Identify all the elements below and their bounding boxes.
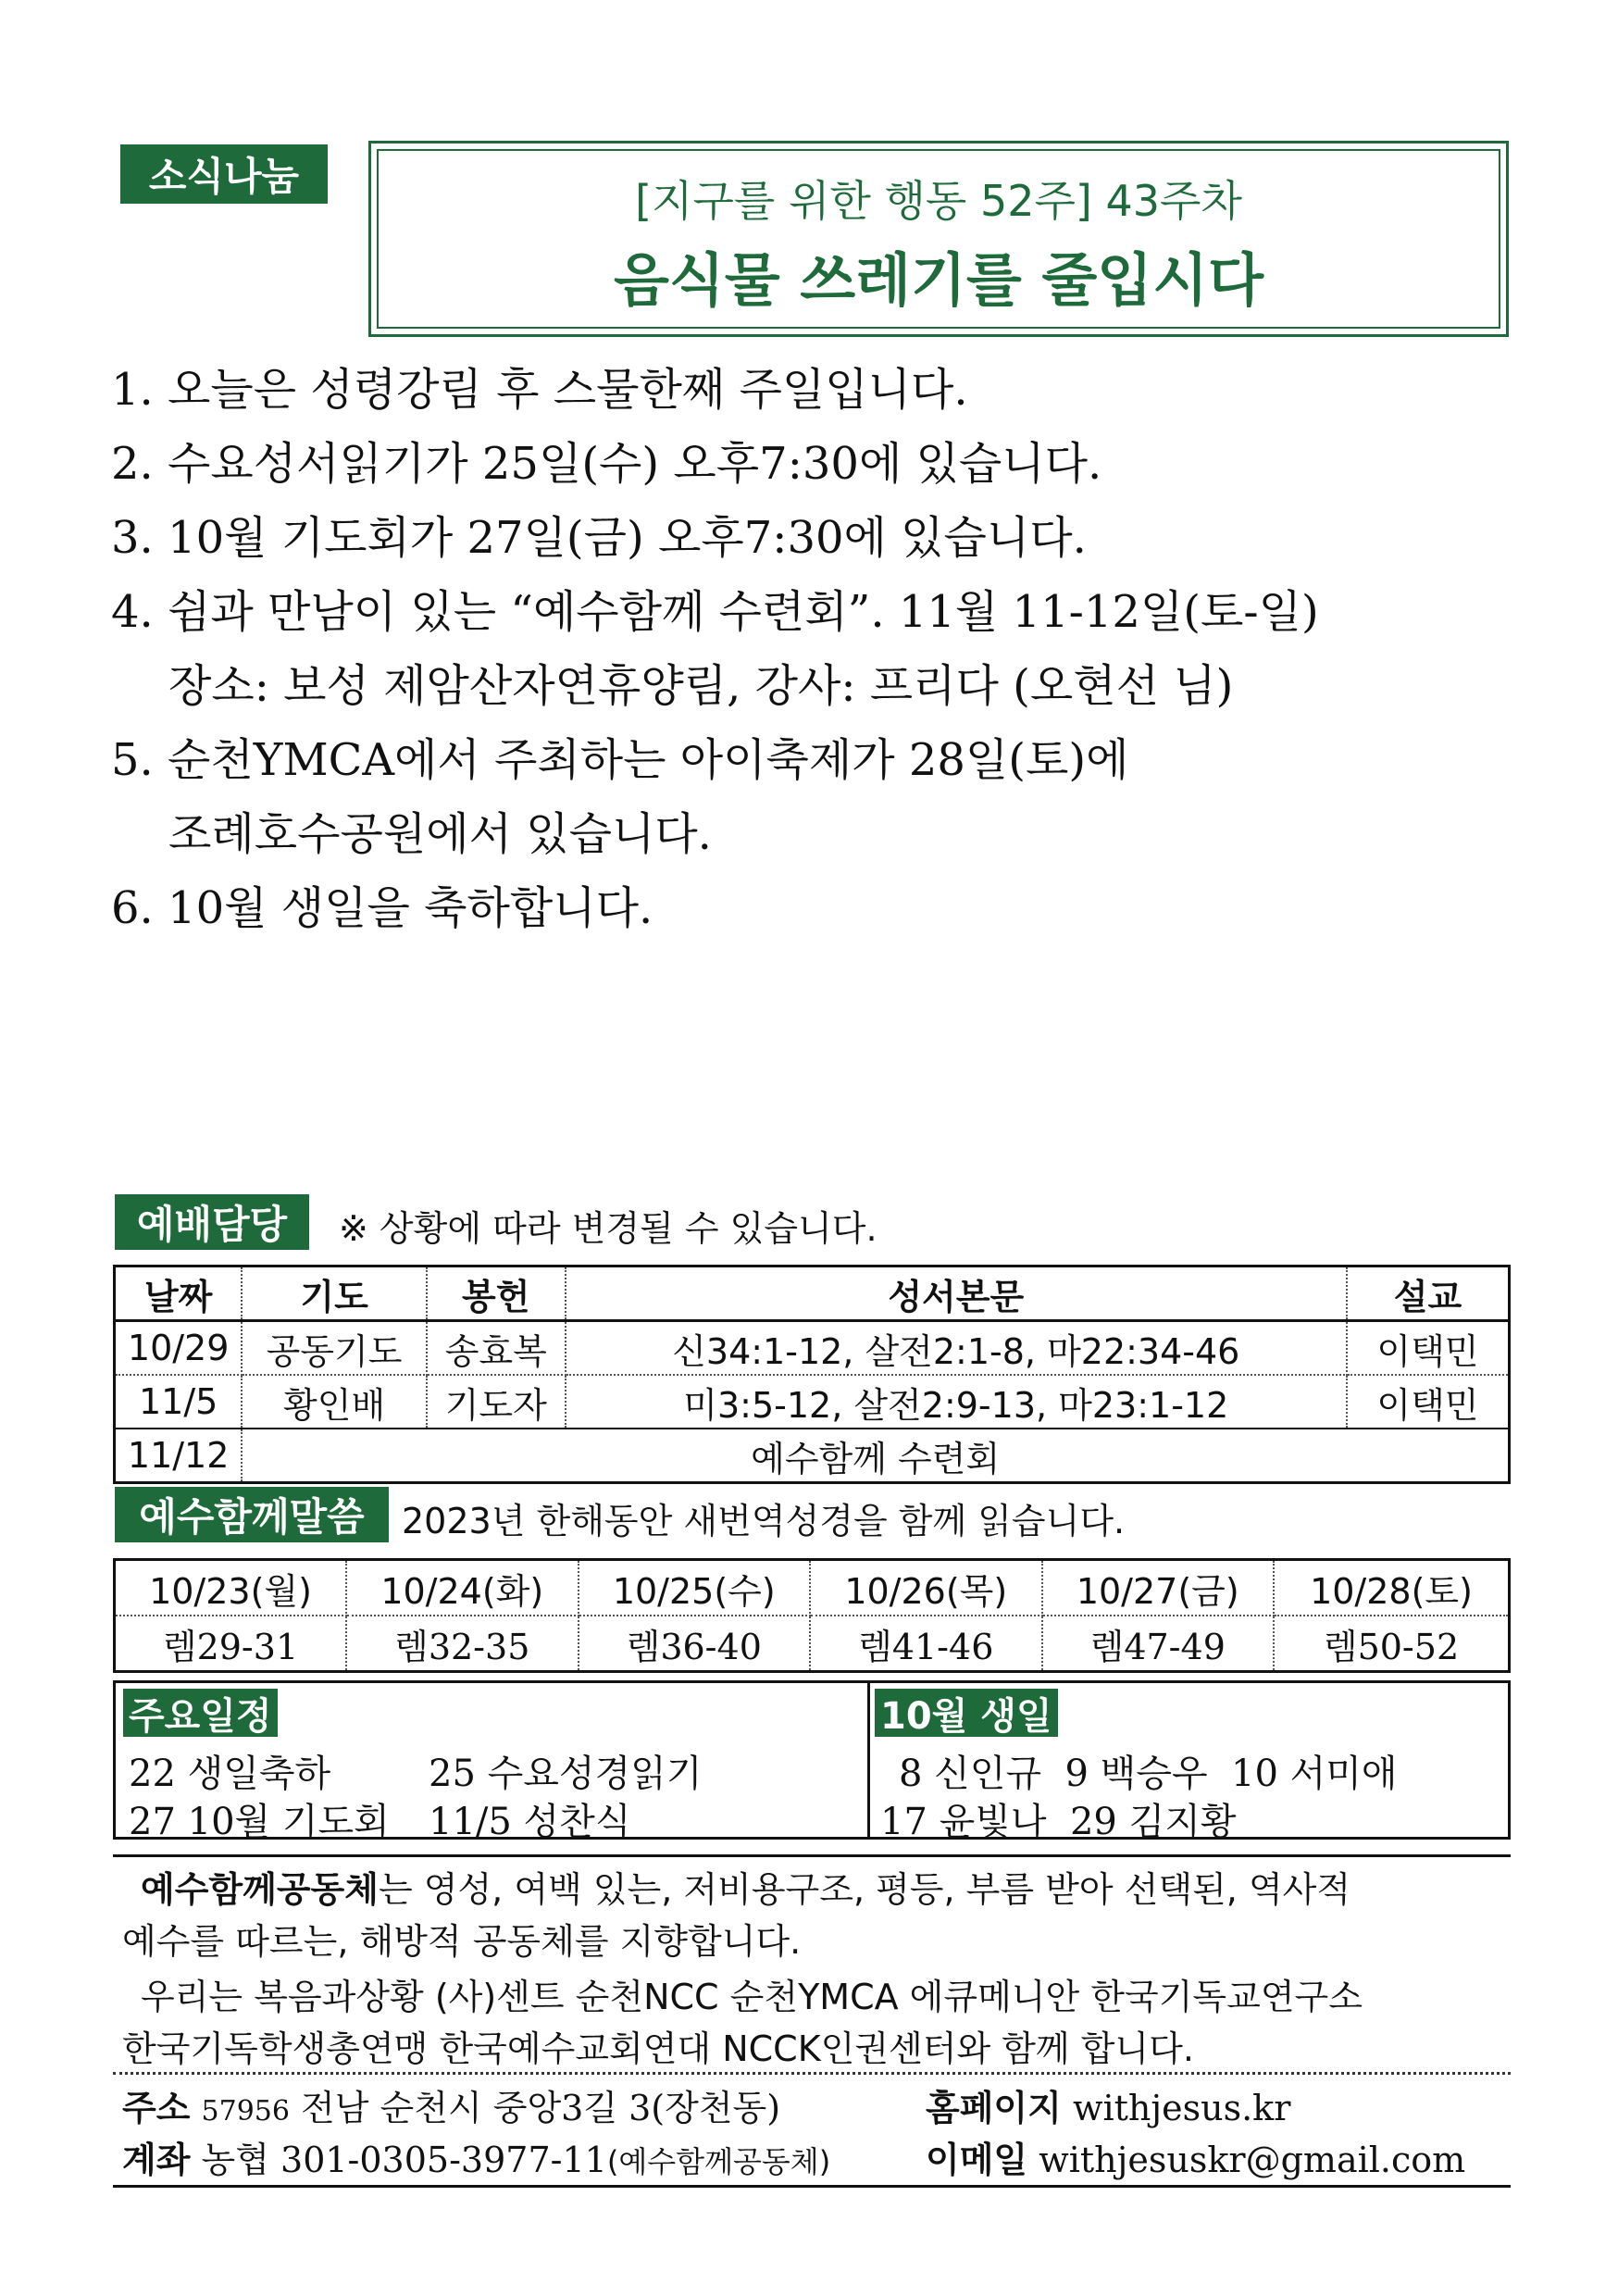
- schedule-item: 25 수요성경읽기: [429, 1753, 703, 1795]
- reading-date: 10/27(금): [1042, 1560, 1275, 1616]
- address-label: 주소: [122, 2088, 191, 2128]
- reading-date: 10/23(월): [115, 1560, 347, 1616]
- homepage-link[interactable]: withjesus.kr: [1072, 2088, 1291, 2128]
- schedule-birthday-box: [113, 1680, 1511, 1843]
- partners-line-1: 우리는 복음과상황 (사)센트 순천NCC 순천YMCA 에큐메니안 한국기독교연구소: [141, 1977, 1363, 2017]
- campaign-title: 음식물 쓰레기를 줄입시다: [614, 246, 1263, 314]
- homepage-line: [926, 2079, 1290, 2130]
- address-value: 전남 순천시 중앙3길 3(장천동): [301, 2088, 781, 2128]
- email-link[interactable]: withjesuskr@gmail.com: [1039, 2140, 1466, 2180]
- account-holder: (예수함께공동체): [606, 2144, 831, 2179]
- header-offering: 봉헌: [427, 1267, 566, 1321]
- schedule-item: 11/5 성찬식: [429, 1801, 631, 1843]
- address-line: [122, 2079, 780, 2130]
- reading-passage: 렘50-52: [1323, 1626, 1460, 1667]
- table-row: [115, 1375, 1510, 1429]
- row-sermon: 이택민: [1347, 1321, 1510, 1376]
- row-date: 10/29: [115, 1321, 243, 1376]
- reading-note: 2023년 한해동안 새번역성경을 함께 읽습니다.: [402, 1501, 1126, 1541]
- title-box: [368, 141, 1509, 337]
- birthday-list-2: 17 윤빛나 29 김지황: [880, 1801, 1237, 1843]
- table-row: [115, 1429, 1510, 1483]
- row-scripture: 신34:1-12, 살전2:1-8, 마22:34-46: [566, 1321, 1347, 1376]
- reading-passage: 렘41-46: [810, 1616, 1042, 1672]
- worship-note: ※ 상황에 따라 변경될 수 있습니다.: [339, 1208, 877, 1249]
- community-statement-line-2: 예수를 따르는, 해방적 공동체를 지향합니다.: [122, 1921, 802, 1962]
- news-item-5-cont: 조례호수공원에서 있습니다.: [168, 808, 712, 860]
- reading-date: 10/26(목): [810, 1560, 1042, 1616]
- row-sermon: 이택민: [1376, 1384, 1479, 1426]
- news-item-3: 3. 10월 기도회가 27일(금) 오후7:30에 있습니다.: [111, 512, 1087, 564]
- table-header-row: [115, 1267, 1510, 1321]
- row-offering: 기도자: [427, 1375, 566, 1429]
- row-prayer: 황인배: [242, 1375, 427, 1429]
- account-value: 농협 301-0305-3977-11: [201, 2140, 607, 2180]
- reading-date: 10/28(토): [1274, 1560, 1510, 1616]
- reading-passage: 렘36-40: [579, 1616, 811, 1672]
- news-item-6: 6. 10월 생일을 축하합니다.: [111, 882, 653, 934]
- header-prayer: 기도: [242, 1267, 427, 1321]
- partners-line-2: 한국기독학생총연맹 한국예수교회연대 NCCK인권센터와 함께 합니다.: [122, 2028, 1194, 2069]
- account-line: [122, 2131, 830, 2182]
- worship-table: [113, 1265, 1511, 1484]
- reading-passage: 렘32-35: [346, 1616, 579, 1672]
- row-date: 11/5: [115, 1375, 243, 1429]
- row-offering: 송효복: [427, 1321, 566, 1376]
- email-label: 이메일: [926, 2140, 1028, 2180]
- header-sermon: 설교: [1347, 1267, 1510, 1321]
- community-statement-line-1: 예수함께공동체는 영성, 여백 있는, 저비용구조, 평등, 부름 받아 선택된, 역사적: [141, 1869, 1351, 1910]
- reading-section-tag: 예수함께말씀: [115, 1487, 389, 1542]
- reading-date: 10/25(수): [579, 1560, 811, 1616]
- news-item-2: 2. 수요성서읽기가 25일(수) 오후7:30에 있습니다.: [111, 438, 1102, 490]
- reading-passages-row: [115, 1616, 1510, 1672]
- news-item-4-detail: 장소: 보성 제암산자연휴양림, 강사: 프리다 (오현선 님): [168, 660, 1234, 712]
- row-prayer: 공동기도: [242, 1321, 427, 1376]
- homepage-label: 홈페이지: [926, 2088, 1062, 2128]
- header-scripture: 성서본문: [566, 1267, 1347, 1321]
- address-zip: 57956: [201, 2095, 290, 2128]
- campaign-subtitle: [지구를 위한 행동 52주] 43주차: [635, 176, 1242, 226]
- news-item-5: 5. 순천YMCA에서 주최하는 아이축제가 28일(토)에: [111, 734, 1129, 786]
- schedule-item: 22 생일축하: [129, 1753, 331, 1795]
- schedule-tag: 주요일정: [123, 1689, 278, 1737]
- row-date: 11/12: [115, 1429, 243, 1483]
- reading-passage: 렘47-49: [1042, 1616, 1275, 1672]
- table-row: [115, 1321, 1510, 1376]
- reading-dates-row: [115, 1560, 1510, 1616]
- row-scripture: 미3:5-12, 살전2:9-13, 마23:1-12: [566, 1375, 1347, 1429]
- news-section-tag: 소식나눔: [120, 144, 328, 204]
- email-line: [926, 2131, 1465, 2182]
- worship-section-tag: 예배담당: [115, 1194, 309, 1250]
- news-item-4: 4. 쉼과 만남이 있는 “예수함께 수련회”. 11월 11-12일(토-일): [111, 586, 1319, 638]
- birthday-tag: 10월 생일: [875, 1689, 1058, 1737]
- community-name: 예수함께공동체: [141, 1869, 379, 1910]
- header-date: 날짜: [115, 1267, 243, 1321]
- reading-passage: 렘29-31: [115, 1616, 347, 1672]
- news-item-1: 1. 오늘은 성령강림 후 스물한째 주일입니다.: [111, 364, 968, 416]
- birthday-list-1: 8 신인규 9 백승우 10 서미애: [899, 1753, 1398, 1795]
- reading-date: 10/24(화): [346, 1560, 579, 1616]
- account-label: 계좌: [122, 2140, 191, 2180]
- row-event: 예수함께 수련회: [242, 1429, 1509, 1483]
- reading-table: [113, 1558, 1511, 1673]
- schedule-item: 27 10월 기도회: [129, 1801, 390, 1843]
